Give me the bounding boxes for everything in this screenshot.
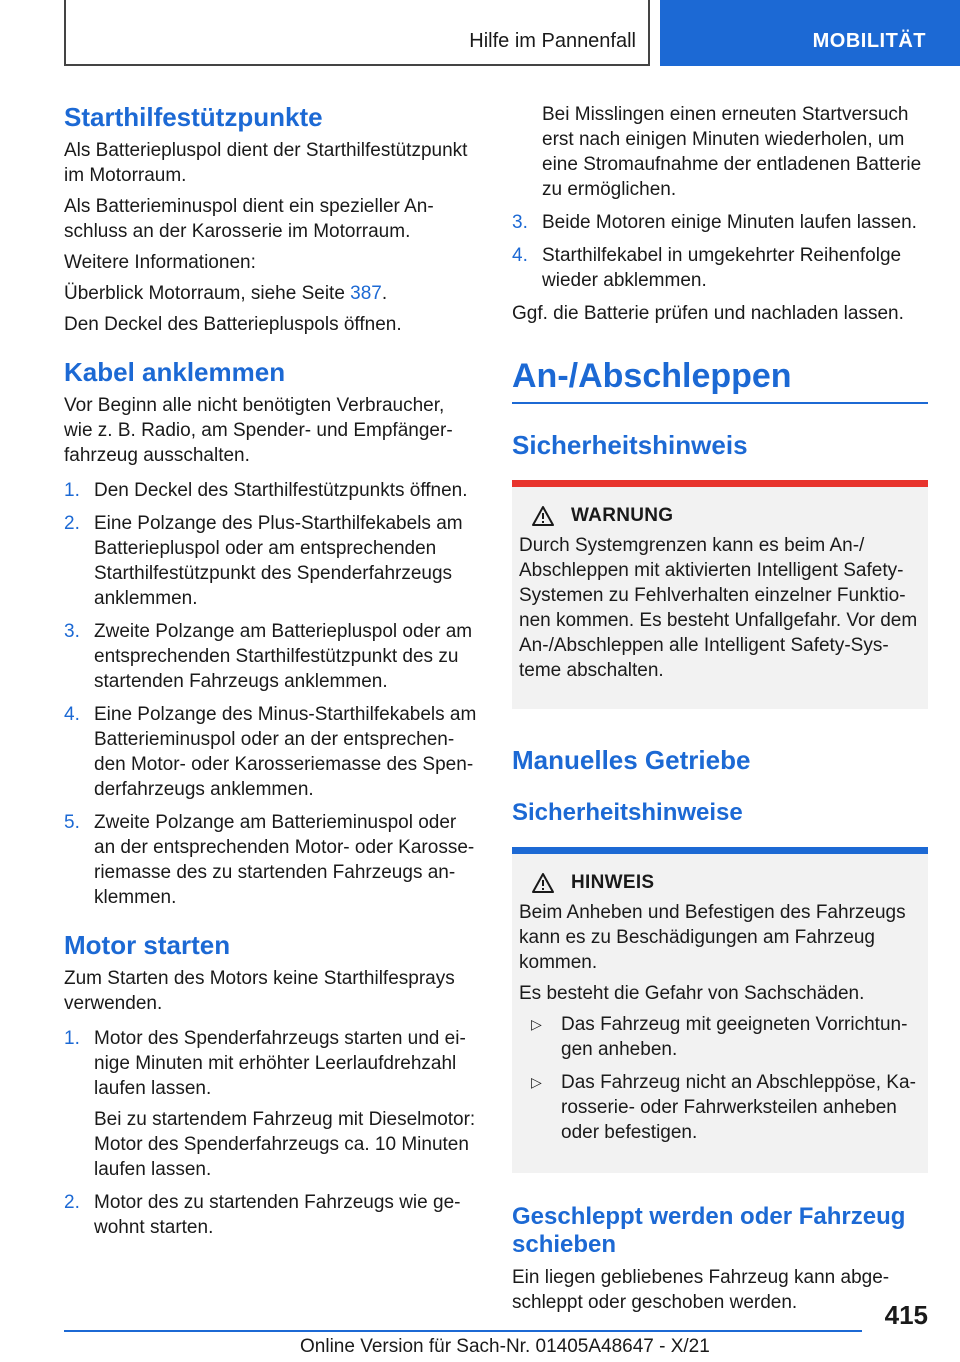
list-item: [512, 210, 928, 235]
step-text: Motor des zu startenden Fahrzeugs wie gewohnt starten.: [94, 1192, 461, 1238]
step-text: Beide Motoren einige Minuten laufen lassen.: [542, 212, 917, 233]
heading-motor-starten: Motor starten: [64, 930, 231, 960]
right-column: [512, 102, 928, 1321]
step-number: 4.: [512, 245, 528, 266]
paragraph: Vor Beginn alle nicht benötigten Verbraucher, wie z. B. Radio, am Spender- und Empfängerfahrzeug ausschalten.: [64, 395, 453, 466]
step-text: Motor des Spenderfahrzeugs starten und einige Minuten mit erhöhter Leerlaufdrehzahl laufen lassen.: [94, 1028, 466, 1099]
warning-text: Durch Systemgrenzen kann es beim An-/ Abschleppen mit aktivierten Intelligent Safety-Systemen zu Fehlverhalten einzelner Funktionen kommen. Es besteht Unfallgefahr. Vor dem An-/Abschleppen alle Intelligent Safety-Systeme abschalten.: [519, 535, 918, 681]
reference-text: Überblick Motorraum, siehe Seite: [64, 283, 351, 304]
header-chapter-title: MOBILITÄT: [812, 30, 926, 52]
list-item: [64, 511, 478, 611]
step-number: 4.: [64, 704, 80, 725]
step-text: Zweite Polzange am Batterieminuspol oder an der entsprechenden Motor- oder Karosseriemasse des zu startenden Fahrzeugs anklemmen.: [94, 812, 475, 908]
list-item: [64, 702, 478, 802]
step-text: Eine Polzange des Plus-Starthilfekabels am Batteriepluspol oder am entsprechenden Starthilfestützpunkt des Spenderfahrzeugs anklemmen.: [94, 513, 463, 609]
left-column: [64, 102, 478, 1248]
step-number: 2.: [64, 1192, 80, 1213]
step-number: 1.: [64, 1028, 80, 1049]
heading-geschleppt-werden: Geschleppt werden oder Fahrzeug schieben: [512, 1203, 906, 1258]
paragraph: Den Deckel des Batteriepluspols öffnen.: [64, 314, 402, 335]
list-item: [519, 1070, 921, 1145]
warning-triangle-icon: [531, 872, 555, 894]
motor-steps-list: [64, 1026, 478, 1240]
page-header: [0, 0, 960, 66]
warning-header: [531, 505, 921, 527]
list-item: [64, 1026, 478, 1182]
page-number: 415: [884, 1300, 928, 1330]
footer-divider: [64, 1330, 862, 1332]
header-section-tab: [64, 0, 650, 66]
step-number: 5.: [64, 812, 80, 833]
warning-label: WARNUNG: [571, 505, 674, 526]
heading-sicherheitshinweis: Sicherheitshinweis: [512, 430, 748, 460]
note-list: [519, 1012, 921, 1145]
heading-starthilfestuetzpunkte: Starthilfestützpunkte: [64, 102, 323, 132]
paragraph: Ein liegen gebliebenes Fahrzeug kann abgeschleppt oder geschoben werden.: [512, 1267, 890, 1313]
list-item-continuation: [512, 102, 928, 202]
footer-online-version: Online Version für Sach-Nr. 01405A48647 - X/21: [300, 1336, 710, 1357]
triangle-bullet-icon: ▷: [531, 1074, 542, 1090]
paragraph: Weitere Informationen:: [64, 252, 256, 273]
list-item: [519, 1012, 921, 1062]
list-item-text: Das Fahrzeug mit geeigneten Vorrichtungen anheben.: [561, 1014, 908, 1060]
paragraph: Ggf. die Batterie prüfen und nachladen lassen.: [512, 303, 904, 324]
heading-kabel-anklemmen: Kabel anklemmen: [64, 357, 286, 387]
note-box: [512, 847, 928, 1173]
note-label: HINWEIS: [571, 872, 655, 893]
list-item: [64, 810, 478, 910]
list-item: [512, 243, 928, 293]
warning-triangle-icon: [531, 505, 555, 527]
heading-sicherheitshinweise: Sicherheitshinweise: [512, 799, 743, 826]
step-subtext: Bei zu startendem Fahrzeug mit Dieselmotor: Motor des Spenderfahrzeugs ca. 10 Minuten laufen lassen.: [94, 1109, 476, 1180]
paragraph: Zum Starten des Motors keine Starthilfesprays verwenden.: [64, 968, 455, 1014]
step-number: 1.: [64, 480, 80, 501]
list-item: [64, 619, 478, 694]
triangle-bullet-icon: ▷: [531, 1016, 542, 1032]
motor-steps-continued: [512, 102, 928, 293]
chapter-heading-abschleppen: An-/Abschleppen: [512, 356, 928, 404]
warning-box: [512, 480, 928, 709]
step-text: Eine Polzange des Minus-Starthilfekabels am Batterieminuspol oder an der entsprechenden Motor- oder Karosseriemasse des Spenderfahrzeugs anklemmen.: [94, 704, 477, 800]
reference-end: .: [381, 283, 388, 304]
heading-manuelles-getriebe: Manuelles Getriebe: [512, 745, 751, 775]
paragraph-reference: [64, 281, 478, 306]
step-text: Starthilfekabel in umgekehrter Reihenfolge wieder abklemmen.: [542, 245, 902, 291]
list-item: [64, 1190, 478, 1240]
step-number: 2.: [64, 513, 80, 534]
header-chapter-tab: [660, 0, 960, 66]
list-item-text: Das Fahrzeug nicht an Abschleppöse, Karosserie- oder Fahrwerksteilen anheben oder befestigen.: [561, 1072, 916, 1143]
kabel-steps-list: [64, 478, 478, 910]
step-subtext: Bei Misslingen einen erneuten Startversuch erst nach einigen Minuten wiederholen, um eine Stromaufnahme der entladenen Batterie zu ermöglichen.: [542, 104, 922, 200]
header-section-title: Hilfe im Pannenfall: [469, 30, 636, 52]
paragraph: Als Batteriepluspol dient der Starthilfestützpunkt im Motorraum.: [64, 140, 468, 186]
note-text: Es besteht die Gefahr von Sachschäden.: [519, 983, 865, 1004]
step-number: 3.: [512, 212, 528, 233]
paragraph: Als Batterieminuspol dient ein spezieller Anschluss an der Karosserie im Motorraum.: [64, 196, 434, 242]
step-text: Den Deckel des Starthilfestützpunkts öffnen.: [94, 480, 468, 501]
note-text: Beim Anheben und Befestigen des Fahrzeugs kann es zu Beschädigungen am Fahrzeug kommen.: [519, 902, 906, 973]
note-header: [531, 872, 921, 894]
step-number: 3.: [64, 621, 80, 642]
step-text: Zweite Polzange am Batteriepluspol oder am entsprechenden Starthilfestützpunkt des zu startenden Fahrzeugs anklemmen.: [94, 621, 473, 692]
page-link-387[interactable]: 387: [350, 283, 382, 304]
list-item: [64, 478, 478, 503]
